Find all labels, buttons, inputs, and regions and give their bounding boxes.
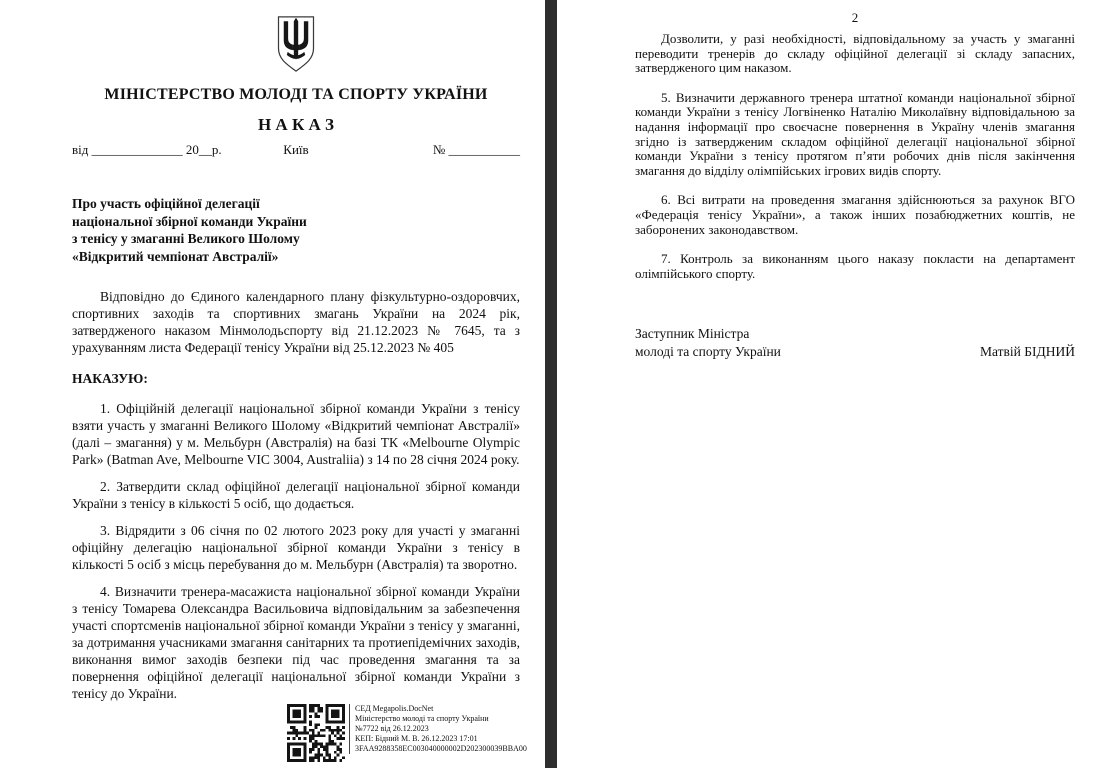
signer-position: [635, 325, 781, 360]
subject-line: з тенісу у змаганні Великого Шолому: [72, 231, 300, 246]
stamp-line: №7722 від 26.12.2023: [355, 724, 429, 733]
digital-signature-stamp: [287, 704, 527, 762]
stamp-line: 3FAA9288358EC003040000002D202300039BBA00: [355, 744, 527, 753]
order-item-3: 3. Відрядити з 06 січня по 02 лютого 2023 року для участі у змаганні офіційну делегацію національної збірної команди України з тенісу в кількості 5 осіб з місць перебування до м. Мельбурн (Австралія) та зворотно.: [72, 523, 520, 572]
signature-block: [635, 325, 1075, 360]
page-divider: [545, 0, 557, 768]
order-subject: [72, 195, 520, 265]
stamp-line: Міністерство молоді та спорту України: [355, 714, 489, 723]
qr-code: [287, 704, 345, 762]
order-title: Н А К А З: [257, 115, 335, 134]
order-item-1: 1. Офіційній делегації національної збірної команди України з тенісу взяти участь у змаганні Великого Шолому «Відкритий чемпіонат Австралії» (далі – змагання) у м. Мельбурн (Австралія) на базі ТК «Melbourne Olympic Park» (Batman Ave, Melbourne VIC 3004, Australiia) з 14 по 28 січня 2024 року.: [72, 401, 520, 467]
subject-line: Про участь офіційної делегації: [72, 196, 260, 211]
order-word: НАКАЗУЮ:: [72, 371, 148, 386]
order-item-4-continuation: Дозволити, у разі необхідності, відповідальному за участь у змаганні переводити тренерів до складу офіційної делегації зі складу запасних, затвердженого цим наказом.: [635, 31, 1075, 76]
stamp-line: КЕП: Бідний М. В. 26.12.2023 17:01: [355, 734, 478, 743]
page-number: 2: [851, 10, 859, 25]
signer-position-line: Заступник Міністра: [635, 326, 750, 342]
order-number-blank: № ___________: [432, 142, 520, 157]
order-item-7: 7. Контроль за виконанням цього наказу покласти на департамент олімпійського спорту.: [635, 251, 1075, 281]
ukraine-trident-emblem: [275, 15, 317, 73]
order-item-2: 2. Затвердити склад офіційної делегації національної збірної команди України з тенісу в кількості 5 осіб, що додається.: [72, 479, 520, 511]
page-2: [557, 0, 1100, 768]
order-item-4: 4. Визначити тренера-масажиста національної збірної команди України з тенісу Томарева Олександра Васильовича відповідальним за забезпечення участі спортсменів національної збірної команди України з тенісу у змаганні, за дотримання учасниками змагання санітарних та протиепідемічних заходів, виконання вимог заходів безпеки під час проведення змагання та за повернення офіційної делегації національної збірної команди України з тенісу до України.: [72, 584, 520, 701]
stamp-line: СЕД Megapolis.DocNet: [355, 704, 434, 713]
stamp-text: [349, 704, 527, 754]
order-meta-row: [72, 142, 520, 158]
order-item-5: 5. Визначити державного тренера штатної команди національної збірної команди України з тенісу Логвіненко Наталію Миколаївну відповідальною за надання інформації про своєчасне повернення в Україну членів змагання згідно із затвердженим складом офіційної делегації національної збірної команди України з тенісу протягом п’яти робочих днів після закінчення змагання до відділу олімпійських ігрових видів спорту.: [635, 89, 1075, 178]
page-1: [0, 0, 545, 768]
order-date-blank: від ______________ 20__р.: [72, 142, 222, 157]
subject-line: «Відкритий чемпіонат Австралії»: [72, 248, 279, 264]
order-city: Київ: [283, 142, 309, 157]
signer-position-line: молоді та спорту України: [635, 343, 781, 359]
subject-line: національної збірної команди України: [72, 213, 307, 229]
preamble-paragraph: Відповідно до Єдиного календарного плану фізкультурно-оздоровчих, спортивних заходів та спортивних змагань України на 2024 рік, затвердженого наказом Мінмолодьспорту від 21.12.2023 № 7645, та з урахуванням листа Федерації тенісу України від 25.12.2023 № 405: [72, 289, 520, 355]
order-item-6: 6. Всі витрати на проведення змагання здійснюються за рахунок ВГО «Федерація тенісу України», а також інших позабюджетних коштів, не заборонених законодавством.: [635, 192, 1075, 237]
signer-name: Матвій БІДНИЙ: [980, 343, 1075, 359]
ministry-title: МІНІСТЕРСТВО МОЛОДІ ТА СПОРТУ УКРАЇНИ: [104, 86, 488, 103]
